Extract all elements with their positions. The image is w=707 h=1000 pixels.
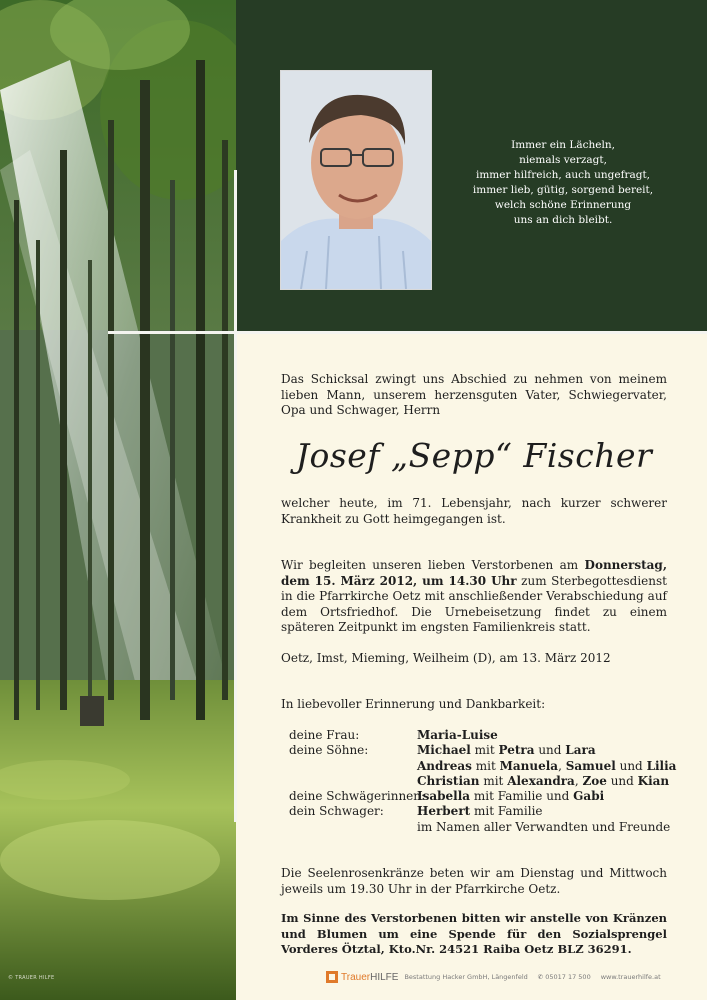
relative-row-son3 [289, 774, 676, 789]
relative-label: dein Schwager: [289, 804, 384, 819]
phone-number: 05017 17 500 [545, 973, 591, 981]
cross-vertical-bar [234, 170, 237, 822]
relative-name: Lara [565, 743, 596, 758]
relative-connector: und [606, 773, 638, 788]
relative-connector: , [574, 773, 583, 788]
relative-row-sisters-in-law [289, 789, 676, 804]
relative-name: Alexandra [507, 773, 575, 788]
logo-text-part1: Trauer [341, 971, 371, 983]
relative-name: Michael [417, 743, 471, 758]
relative-value [417, 743, 596, 758]
relative-label: deine Söhne: [289, 743, 369, 758]
relative-name: Samuel [565, 758, 616, 773]
relative-connector: mit Familie [470, 804, 543, 819]
relative-label-empty [289, 774, 417, 789]
service-text-part1: Wir begleiten unseren lieben Verstorbenen am [281, 558, 585, 572]
relative-connector: mit [470, 743, 499, 758]
relative-value: im Namen aller Verwandten und Freunde [417, 819, 671, 834]
donation-text: Im Sinne des Verstorbenen bitten wir anstelle von Kränzen und Blumen um eine Spende für den Sozialsprengel Vorderes Ötztal, Kto.Nr. 24521 Raiba Oetz BLZ 36291. [281, 911, 667, 956]
cross-horizontal-bar [108, 331, 707, 334]
relative-name: Manuela [499, 758, 559, 773]
relative-name: Petra [498, 743, 535, 758]
relative-name: Gabi [573, 789, 605, 804]
relative-name: Andreas [417, 758, 472, 773]
relative-name: Maria-Luise [417, 728, 498, 742]
forest-illustration [0, 0, 236, 1000]
relative-connector: , [558, 758, 566, 773]
company-name: Bestattung Hacker GmbH, Längenfeld [404, 973, 528, 981]
relative-value [417, 759, 676, 774]
intro-text: Das Schicksal zwingt uns Abschied zu nehmen von meinem lieben Mann, unserem herzensguten Vater, Schwiegervater, Opa und Schwager, Herrn [281, 372, 667, 417]
relative-row-sons [289, 743, 676, 758]
relative-name: Christian [417, 773, 480, 788]
footer [326, 970, 661, 984]
relative-name: Herbert [417, 804, 471, 819]
relative-label-empty [289, 820, 417, 835]
relative-row-brother-in-law [289, 804, 676, 819]
relative-value [417, 728, 498, 743]
relative-value [417, 774, 669, 789]
phone-icon: ✆ [537, 973, 544, 981]
service-text-part2: zum Sterbegottesdienst in die Pfarrkirche Oetz mit anschließender Verabschiedung auf dem Ortsfriedhof. Die Urnebeisetzung findet zu einem späteren Zeitpunkt im engsten Familienkreis statt. [281, 573, 667, 634]
relative-label: deine Frau: [289, 728, 360, 742]
logo-text-part2: HILFE [370, 971, 399, 983]
deceased-name: Josef „Sepp“ Fischer [295, 436, 653, 475]
relative-connector: mit [471, 758, 500, 773]
relative-connector: und [615, 758, 647, 773]
relatives-list [289, 728, 676, 835]
relative-connector: und [534, 743, 566, 758]
relative-name: Lilia [646, 758, 677, 773]
remembrance-heading: In liebevoller Erinnerung und Dankbarkeit: [281, 697, 546, 711]
portrait-illustration [281, 71, 431, 289]
memorial-poem: Immer ein Lächeln, niemals verzagt, immer hilfreich, auch ungefragt, immer lieb, gütig, sorgend bereit, welch schöne Erinnerung uns an dich bleibt. [472, 139, 654, 226]
trauerhilfe-logo-icon [326, 971, 338, 983]
place-date: Oetz, Imst, Mieming, Weilheim (D), am 13. März 2012 [281, 651, 611, 665]
relative-value [417, 804, 543, 819]
website-link[interactable]: www.trauerhilfe.at [600, 973, 661, 981]
photo-credit: © TRAUER HILFE [8, 975, 55, 981]
relative-name: Kian [637, 773, 670, 788]
passing-text: welcher heute, im 71. Lebensjahr, nach kurzer schwerer Krankheit zu Gott heimgegangen ist. [281, 496, 667, 526]
service-text [281, 558, 667, 636]
relative-name: Isabella [417, 789, 471, 804]
service-date: Donnerstag, dem 15. März 2012, um 14.30 Uhr [281, 558, 667, 588]
relative-row-others [289, 820, 676, 835]
rosary-text: Die Seelenrosenkränze beten wir am Dienstag und Mittwoch jeweils um 19.30 Uhr in der Pfarrkirche Oetz. [281, 866, 667, 896]
relative-connector: mit [479, 773, 508, 788]
relative-row-wife [289, 728, 676, 743]
relative-name: Zoe [582, 773, 607, 788]
relative-row-son2 [289, 759, 676, 774]
content-panel [236, 333, 707, 1000]
relative-label: deine Schwägerinnen: [289, 789, 426, 804]
relative-label-empty [289, 759, 417, 774]
portrait-photo [280, 70, 432, 290]
forest-image [0, 0, 236, 1000]
relative-value [417, 789, 604, 804]
relative-connector: mit Familie und [470, 789, 574, 804]
